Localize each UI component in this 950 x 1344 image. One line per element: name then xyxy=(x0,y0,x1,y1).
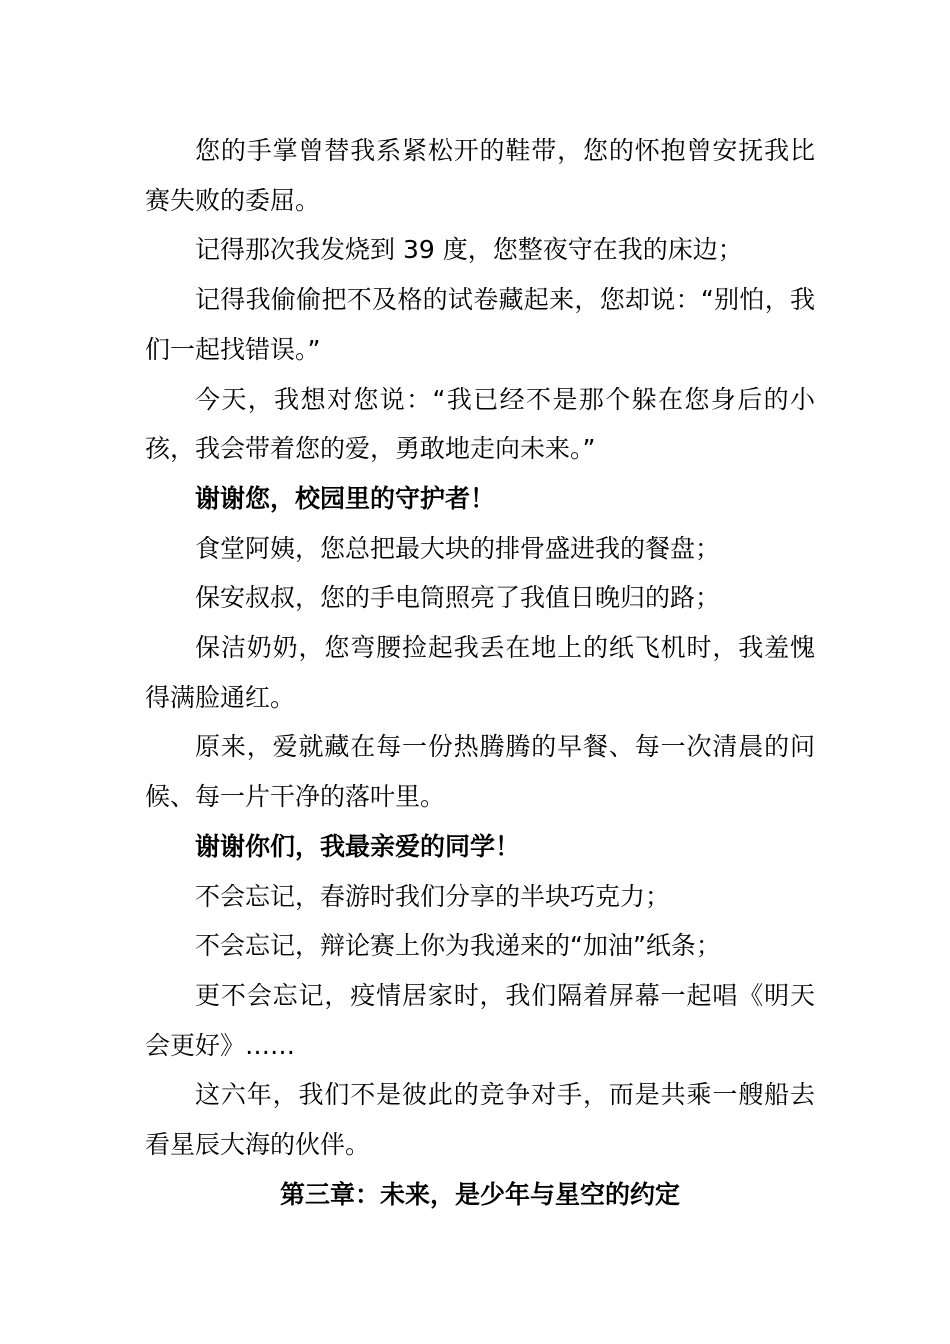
paragraph-comfort: 您的手掌曾替我系紧松开的鞋带，您的怀抱曾安抚我比赛失败的委屈。 xyxy=(145,136,815,215)
paragraph-cleaner: 保洁奶奶，您弯腰捡起我丢在地上的纸飞机时，我羞愧得满脸通红。 xyxy=(145,633,815,712)
heading-thanks-guardians: 谢谢您，校园里的守护者！ xyxy=(195,483,496,513)
chapter-title: 第三章：未来，是少年与星空的约定 xyxy=(279,1179,680,1209)
paragraph-pandemic: 更不会忘记，疫情居家时，我们隔着屏幕一起唱《明天会更好》…… xyxy=(145,980,815,1060)
paragraph-six-years: 这六年，我们不是彼此的竞争对手，而是共乘一艘船去看星辰大海的伙伴。 xyxy=(145,1080,815,1160)
heading-thanks-classmates: 谢谢你们，我最亲爱的同学！ xyxy=(195,831,521,861)
paragraph-exam: 记得我偷偷把不及格的试卷藏起来，您却说：“别怕，我们一起找错误。” xyxy=(145,285,815,364)
paragraph-fever: 记得那次我发烧到 39 度，您整夜守在我的床边； xyxy=(195,235,743,265)
paragraph-love: 原来，爱就藏在每一份热腾腾的早餐、每一次清晨的问候、每一片干净的落叶里。 xyxy=(145,732,815,812)
paragraph-security: 保安叔叔，您的手电筒照亮了我值日晚归的路； xyxy=(195,583,721,613)
paragraph-canteen: 食堂阿姨，您总把最大块的排骨盛进我的餐盘； xyxy=(195,533,721,563)
document-body xyxy=(145,126,815,1219)
paragraph-debate: 不会忘记，辩论赛上你为我递来的“加油”纸条； xyxy=(195,931,721,961)
paragraph-today: 今天，我想对您说：“我已经不是那个躲在您身后的小孩，我会带着您的爱，勇敢地走向未来。” xyxy=(145,384,815,464)
paragraph-spring-trip: 不会忘记，春游时我们分享的半块巧克力； xyxy=(195,881,671,911)
